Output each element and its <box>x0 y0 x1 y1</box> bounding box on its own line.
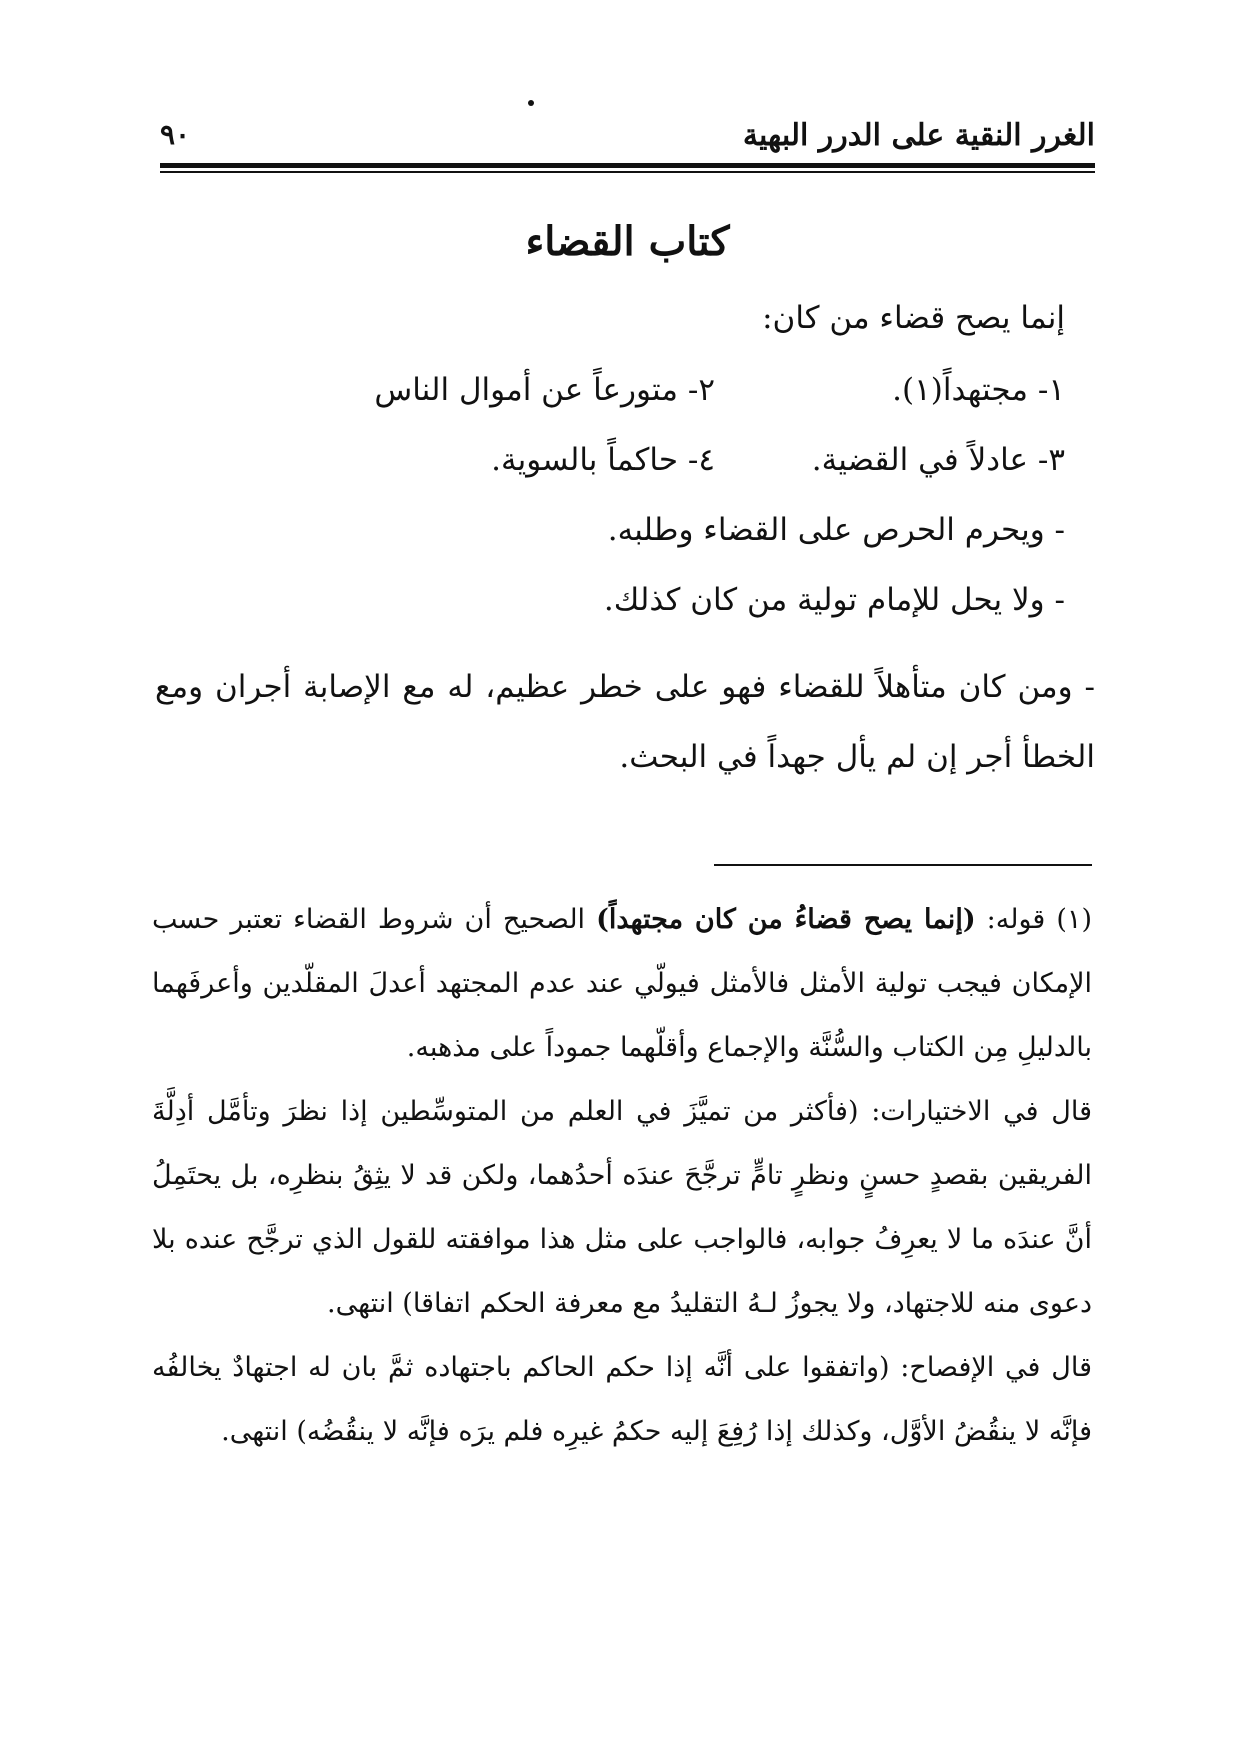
condition-1: ١- مجتهداً(١). <box>892 372 1065 408</box>
condition-4: ٤- حاكماً بالسوية. <box>491 442 715 478</box>
footnote-paragraph-3: قال في الإفصاح: (واتفقوا على أنَّه إذا حكم الحاكم باجتهاده ثمَّ بان له اجتهادٌ يخالفُه فإنَّه لا ينقُضُ الأوَّل، وكذلك إذا رُفِعَ إليه حكمُ غيرِه فلم يرَه فإنَّه لا ينقُضُه) انتهى. <box>152 1352 1092 1447</box>
rule-line-1: - ويحرم الحرص على القضاء وطلبه. <box>607 512 1065 548</box>
ink-dot <box>528 100 534 106</box>
rule-line-3: - ومن كان متأهلاً للقضاء فهو على خطر عظيم، له مع الإصابة أجران ومع الخطأ أجر إن لم يأل جهداً في البحث. <box>155 669 1095 775</box>
footnote-paragraph-2: قال في الاختيارات: (فأكثر من تميَّزَ في العلم من المتوسِّطين إذا نظرَ وتأمَّل أدِلَّةَ الفريقين بقصدٍ حسنٍ ونظرٍ تامٍّ ترجَّحَ عندَه أحدُهما، ولكن قد لا يثِقُ بنظرِه، بل يحتَمِلُ أنَّ عندَه ما لا يعرِفُ جوابه، فالواجب على مثل هذا موافقته للقول الذي ترجَّح عنده بلا دعوى منه للاجتهاد، ولا يجوزُ لـهُ التقليدُ مع معرفة الحكم اتفاقا) انتهى. <box>152 1096 1092 1319</box>
header-rule-thin <box>160 171 1095 173</box>
intro-line: إنما يصح قضاء من كان: <box>762 300 1065 336</box>
header-rule-thick <box>160 163 1095 168</box>
page-header <box>160 118 1095 158</box>
footnote-text-1: الصحيح أن شروط القضاء تعتبر حسب الإمكان فيجب تولية الأمثل فالأمثل فيولّي عند عدم المجتهد أعدلَ المقلّدين وأعرفَهما بالدليلِ مِن الكتاب والسُّنَّة والإجماع وأقلّهما جموداً على مذهبه. <box>152 904 1092 1063</box>
footnotes <box>152 888 1092 1464</box>
rule-line-2: - ولا يحل للإمام تولية من كان كذلك. <box>603 582 1065 618</box>
condition-3: ٣- عادلاً في القضية. <box>811 442 1065 478</box>
footnote-separator <box>714 864 1092 866</box>
footnote-paragraph-1 <box>152 888 1092 1080</box>
condition-2: ٢- متورعاً عن أموال الناس <box>374 372 715 408</box>
footnote-quote: (إنما يصح قضاءُ من كان مجتهداً) <box>596 904 976 935</box>
running-title: الغرر النقية على الدرر البهية <box>742 118 1095 153</box>
footnote-marker: (١) قوله: <box>986 904 1092 935</box>
chapter-title: كتاب القضاء <box>525 218 730 265</box>
page-number: ٩٠ <box>160 118 191 151</box>
